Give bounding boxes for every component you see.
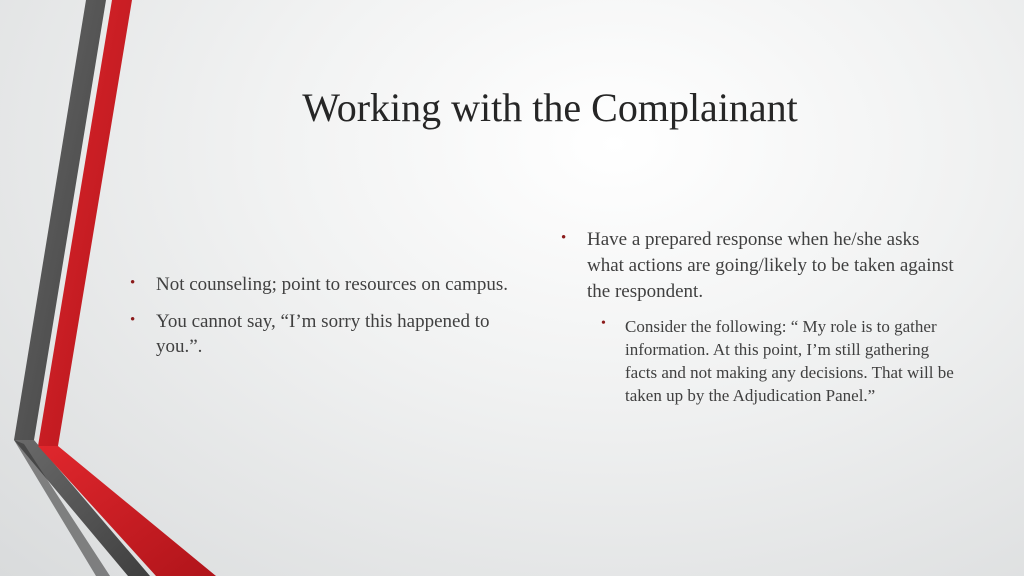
list-item xyxy=(561,227,961,305)
list-item xyxy=(130,272,530,297)
sub-list-item xyxy=(561,315,961,407)
list-item xyxy=(130,309,530,359)
slide-title: Working with the Complainant xyxy=(302,85,798,130)
sub-bullet-icon: • xyxy=(601,316,606,331)
bullet-icon: • xyxy=(130,312,136,328)
bullet-text: Not counseling; point to resources on campus. xyxy=(156,274,508,295)
bullet-text: You cannot say, “I’m sorry this happened to you.”. xyxy=(156,311,490,357)
bullet-text: Have a prepared response when he/she asks what actions are going/likely to be taken against the respondent. xyxy=(587,229,954,302)
bullet-icon: • xyxy=(561,230,567,246)
sub-bullet-text: Consider the following: “ My role is to gather information. At this point, I’m still gathering facts and not making any decisions. That will be taken up by the Adjudication Panel.” xyxy=(625,317,954,405)
bullet-icon: • xyxy=(130,275,136,291)
right-bullet-list xyxy=(561,227,961,407)
left-bullet-list xyxy=(130,272,530,371)
